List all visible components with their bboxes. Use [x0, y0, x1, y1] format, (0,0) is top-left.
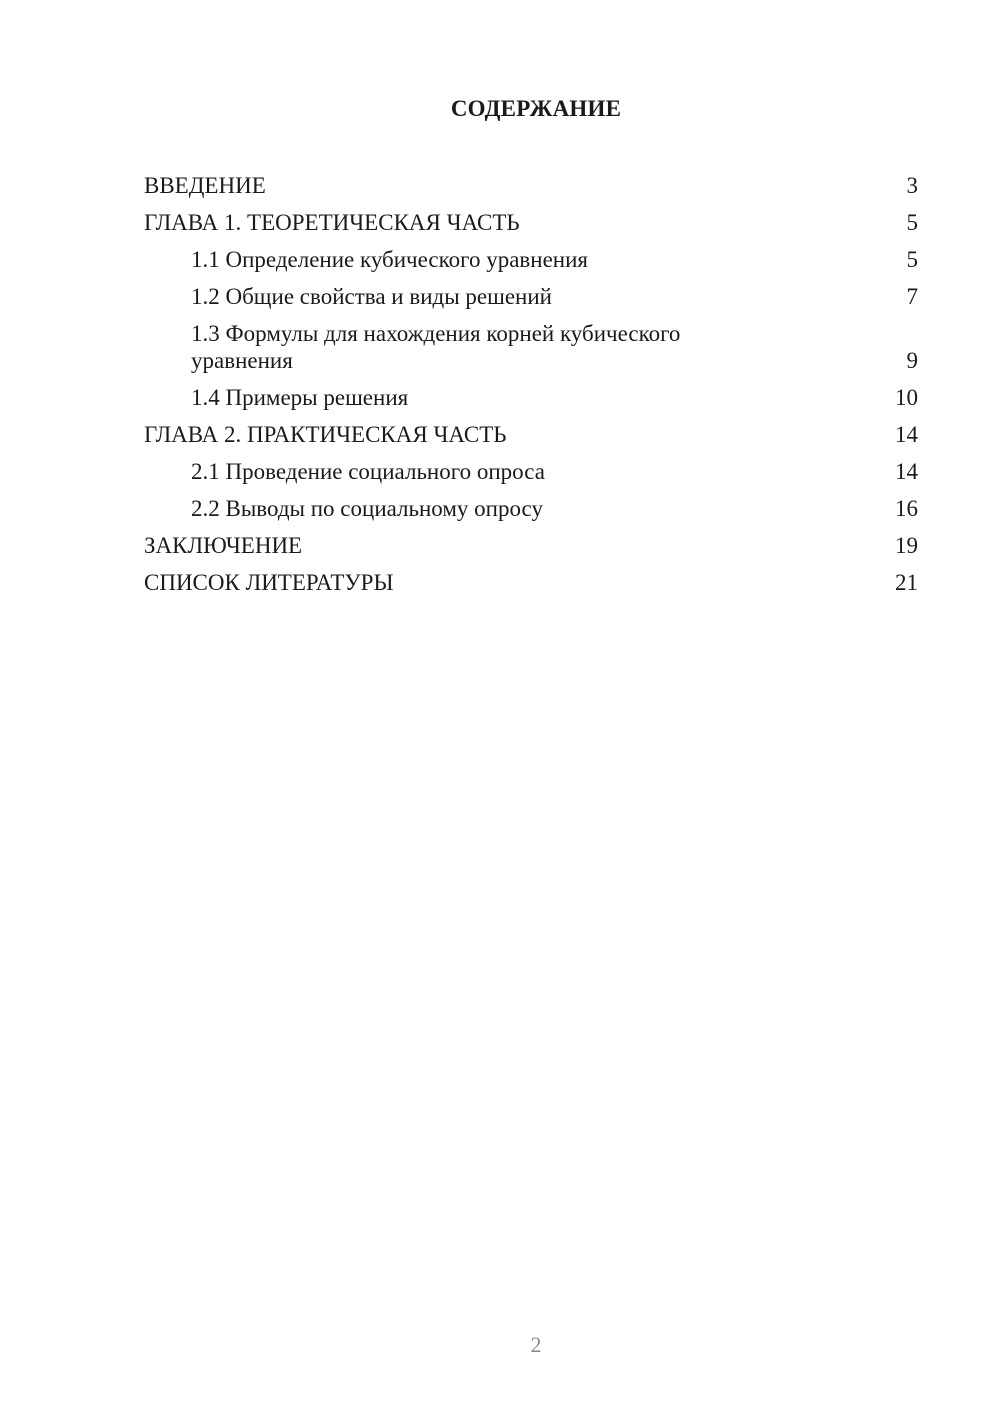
toc-entry-label: ВВЕДЕНИЕ — [144, 173, 266, 198]
toc-entry-page: 21 — [895, 570, 918, 595]
toc-entry-page: 5 — [906, 247, 918, 272]
toc-entry-label: 1.1 Определение кубического уравнения — [191, 247, 589, 272]
toc-entry-label: 1.2 Общие свойства и виды решений — [191, 284, 552, 309]
toc-entry[interactable] — [144, 204, 920, 241]
toc-entry[interactable] — [144, 278, 920, 315]
toc-entry-label: 2.2 Выводы по социальному опросу — [191, 496, 543, 521]
table-of-contents — [144, 167, 920, 601]
toc-entry-label: ГЛАВА 2. ПРАКТИЧЕСКАЯ ЧАСТЬ — [144, 422, 507, 447]
toc-entry-page: 9 — [906, 348, 918, 373]
page-title: СОДЕРЖАНИЕ — [450, 96, 622, 121]
toc-entry-page: 19 — [895, 533, 918, 558]
toc-entry[interactable] — [144, 167, 920, 204]
toc-entry[interactable] — [144, 564, 920, 601]
toc-entry[interactable] — [144, 453, 920, 490]
toc-entry-page: 10 — [895, 385, 918, 410]
toc-entry[interactable] — [144, 490, 920, 527]
toc-entry-label: 1.3 Формулы для нахождения корней кубического уравнения — [191, 321, 681, 373]
toc-entry-page: 14 — [895, 422, 918, 447]
toc-entry[interactable] — [144, 527, 920, 564]
page-number: 2 — [530, 1332, 542, 1357]
toc-entry-page: 16 — [895, 496, 918, 521]
toc-entry-page: 14 — [895, 459, 918, 484]
toc-entry-label: 2.1 Проведение социального опроса — [191, 459, 545, 484]
toc-entry-label: ЗАКЛЮЧЕНИЕ — [144, 533, 303, 558]
toc-entry[interactable] — [144, 241, 920, 278]
toc-entry-label: 1.4 Примеры решения — [191, 385, 409, 410]
toc-entry[interactable] — [144, 315, 920, 379]
toc-entry-label: ГЛАВА 1. ТЕОРЕТИЧЕСКАЯ ЧАСТЬ — [144, 210, 520, 235]
toc-entry-label: СПИСОК ЛИТЕРАТУРЫ — [144, 570, 394, 595]
toc-entry-page: 7 — [906, 284, 918, 309]
toc-entry-page: 5 — [906, 210, 918, 235]
toc-entry-page: 3 — [906, 173, 918, 198]
toc-entry[interactable] — [144, 379, 920, 416]
toc-entry[interactable] — [144, 416, 920, 453]
